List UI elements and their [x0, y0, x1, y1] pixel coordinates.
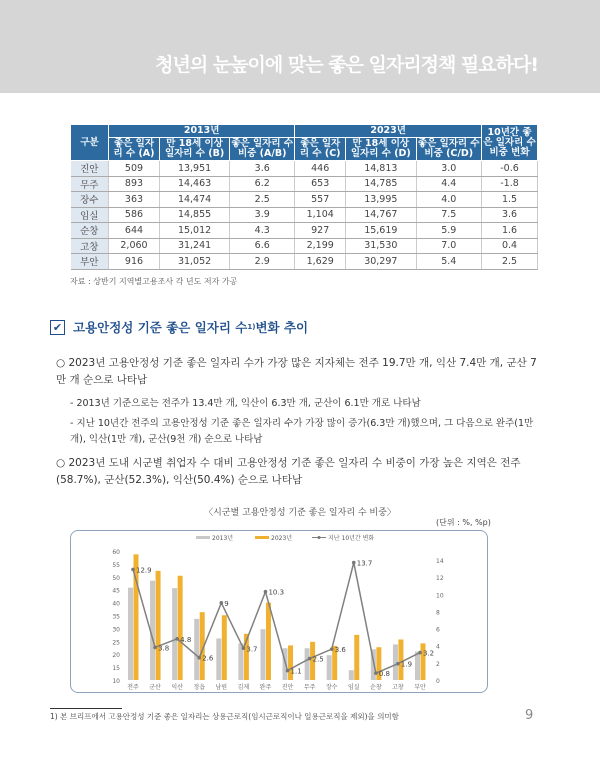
table-cell: 3.6 — [482, 207, 538, 223]
change-point — [131, 568, 135, 572]
table-cell: 14,785 — [346, 176, 416, 192]
change-point — [308, 657, 312, 661]
table-cell: 2,060 — [109, 238, 160, 254]
chart-title: 〈시군별 고용안정성 기준 좋은 일자리 수 비중〉 — [204, 508, 396, 518]
bar-2023 — [222, 615, 227, 680]
x-axis-label: 정읍 — [193, 684, 206, 691]
table-source: 자료 : 상반기 지역별고용조사 각 년도 저자 가공 — [70, 277, 238, 286]
change-data-label: 9 — [224, 599, 229, 608]
change-point — [330, 647, 334, 651]
bar-2013 — [260, 629, 265, 680]
table-cell: 14,474 — [160, 192, 230, 208]
col-sub-header: 만 18세 이상 일자리 수 (D) — [346, 138, 416, 161]
bar-2023 — [178, 576, 183, 680]
right-axis-tick: 8 — [436, 609, 440, 617]
change-data-label: 1.9 — [400, 660, 413, 669]
table-cell: 509 — [109, 161, 160, 177]
col-group-2013: 2013년 — [109, 125, 295, 138]
region-cell: 고창 — [71, 238, 109, 254]
right-axis-tick: 10 — [436, 592, 444, 600]
sub-bullet-1: - 2013년 기준으로는 전주가 13.4만 개, 익산이 6.3만 개, 군산이 6.1만 개로 나타남 — [70, 398, 421, 409]
change-data-label: 2.5 — [312, 655, 324, 664]
col-sub-header: 좋은 일자리 수 (A) — [109, 138, 160, 161]
legend-label-2013: 2013년 — [212, 535, 234, 542]
region-cell: 장수 — [71, 192, 109, 208]
col-region: 구분 — [71, 125, 109, 161]
change-data-label: 4.8 — [180, 635, 192, 644]
legend-label-change: 지난 10년간 변화 — [328, 535, 375, 542]
table-cell: 927 — [295, 223, 346, 239]
col-sub-header: 좋은 일자리 수 (C) — [295, 138, 346, 161]
bar-2013 — [194, 619, 199, 680]
legend-swatch-2023 — [255, 536, 269, 539]
right-axis-tick: 14 — [436, 558, 444, 565]
bullet-1: ○ 2023년 고용안정성 기준 좋은 일자리 수가 가장 많은 지자체는 전주 19.7만 개, 익산 7.4만 개, 군산 7만 개 순으로 나타남 — [56, 357, 537, 386]
x-axis-label: 임실 — [347, 684, 360, 691]
table-cell: 14,813 — [346, 161, 416, 177]
page-number: 9 — [525, 708, 534, 723]
bar-2023 — [266, 603, 271, 680]
table-cell: 1.5 — [482, 192, 538, 208]
left-axis-tick: 45 — [112, 587, 120, 595]
change-point — [220, 601, 224, 605]
table-cell: 3.9 — [230, 207, 295, 223]
x-axis-label: 김제 — [237, 684, 250, 691]
change-point — [242, 646, 246, 650]
table-cell: 2,199 — [295, 238, 346, 254]
table-cell: 13,951 — [160, 161, 230, 177]
region-cell: 무주 — [71, 176, 109, 192]
change-data-label: 12.9 — [136, 566, 152, 575]
change-data-label: 3.7 — [246, 645, 258, 654]
x-axis-label: 장수 — [325, 684, 338, 691]
bar-2013 — [349, 670, 354, 680]
right-axis-tick: 4 — [436, 643, 440, 651]
region-cell: 부안 — [71, 254, 109, 270]
change-data-label: 3.6 — [334, 646, 346, 655]
left-axis-tick: 55 — [112, 561, 120, 569]
change-point — [264, 590, 268, 594]
bar-2013 — [305, 648, 310, 680]
left-axis-tick: 15 — [112, 665, 120, 673]
legend-swatch-2013 — [196, 536, 210, 539]
footnote-divider — [50, 708, 122, 709]
table-cell: 644 — [109, 223, 160, 239]
left-axis-tick: 60 — [112, 549, 120, 556]
table-cell: 363 — [109, 192, 160, 208]
table-cell: 13,995 — [346, 192, 416, 208]
x-axis-label: 순창 — [370, 684, 382, 691]
region-cell: 순창 — [71, 223, 109, 239]
table-cell: 1,104 — [295, 207, 346, 223]
right-axis-tick: 12 — [436, 575, 444, 583]
legend-label-2023: 2023년 — [271, 535, 293, 542]
bar-2023 — [354, 635, 359, 680]
change-data-label: 13.7 — [356, 559, 373, 568]
bar-2013 — [128, 588, 133, 680]
change-point — [374, 671, 378, 675]
table-cell: 893 — [109, 176, 160, 192]
table-cell: 31,530 — [346, 238, 416, 254]
table-cell: 5.4 — [416, 254, 481, 270]
col-group-2023: 2023년 — [295, 125, 482, 138]
col-sub-header: 만 18세 이상 일자리 수 (B) — [160, 138, 230, 161]
x-axis-label: 전주 — [127, 684, 139, 691]
region-cell: 진안 — [71, 161, 109, 177]
change-data-label: 0.8 — [378, 670, 390, 679]
bar-2013 — [415, 652, 420, 680]
bar-2013 — [327, 655, 332, 680]
table-cell: 6.6 — [230, 238, 295, 254]
table-cell: 4.3 — [230, 223, 295, 239]
left-axis-tick: 40 — [112, 600, 120, 608]
chart-unit: (단위 : %, %p) — [436, 518, 491, 527]
change-data-label: 3.2 — [423, 649, 435, 658]
change-data-label: 2.6 — [202, 654, 214, 663]
table-cell: 586 — [109, 207, 160, 223]
x-axis-label: 부안 — [414, 684, 426, 691]
table-cell: 1.6 — [482, 223, 538, 239]
x-axis-label: 무주 — [303, 684, 316, 691]
table-cell: 4.0 — [416, 192, 481, 208]
table-cell: 2.5 — [482, 254, 538, 270]
table-cell: 15,619 — [346, 223, 416, 239]
legend-marker-change — [318, 536, 321, 539]
checkbox-icon: ✔ — [50, 320, 65, 335]
change-point — [175, 637, 179, 641]
x-axis-label: 완주 — [259, 684, 272, 691]
change-data-label: 1.1 — [290, 667, 302, 676]
table-cell: 14,767 — [346, 207, 416, 223]
table-cell: -0.6 — [482, 161, 538, 177]
table-cell: 14,855 — [160, 207, 230, 223]
sub-bullet-2: - 지난 10년간 전주의 고용안정성 기준 좋은 일자리 수가 가장 많이 증가(6.3만 개)했으며, 그 다음으로 완주(1만 개), 익산(1만 개), 군산(9천 개) 순으로 나타남 — [70, 418, 534, 445]
table-cell: 916 — [109, 254, 160, 270]
section-heading: ✔ 고용안정성 기준 좋은 일자리 수 1) 변화 추이 — [50, 318, 308, 336]
bar-2023 — [156, 571, 161, 680]
col-sub-header: 좋은 일자리 수 비중 (C/D) — [417, 138, 480, 159]
table-cell: 6.2 — [230, 176, 295, 192]
bar-2013 — [216, 638, 221, 680]
table-cell: 3.6 — [230, 161, 295, 177]
page-title: 청년의 눈높이에 맞는 좋은 일자리정책 필요하다! — [155, 54, 538, 76]
left-axis-tick: 25 — [112, 639, 120, 647]
change-point — [153, 646, 157, 650]
col-sub-header: 좋은 일자리 수 비중 (A/B) — [231, 138, 294, 159]
left-axis-tick: 20 — [112, 652, 120, 660]
x-axis-label: 고창 — [392, 684, 404, 691]
table-cell: 1,629 — [295, 254, 346, 270]
col-change: 10년간 좋은 일자리 수 비중 변화 — [482, 125, 538, 161]
table-cell: 3.0 — [416, 161, 481, 177]
change-point — [352, 561, 356, 565]
right-axis-tick: 2 — [436, 660, 440, 668]
table-cell: 2.5 — [230, 192, 295, 208]
table-cell: 0.4 — [482, 238, 538, 254]
table-cell: 14,463 — [160, 176, 230, 192]
table-cell: 31,241 — [160, 238, 230, 254]
table-cell: -1.8 — [482, 176, 538, 192]
change-point — [396, 662, 400, 666]
right-axis-tick: 6 — [436, 626, 440, 634]
left-axis-tick: 30 — [112, 626, 120, 634]
bullet-2: ○ 2023년 도내 시군별 취업자 수 대비 고용안정성 기준 좋은 일자리 수 비중이 가장 높은 지역은 전주(58.7%), 군산(52.3%), 익산(50.4%) 순으로 나타남 — [56, 457, 521, 486]
change-point — [197, 656, 201, 660]
x-axis-label: 익산 — [171, 684, 183, 691]
change-data-label: 3.8 — [158, 644, 170, 653]
table-cell: 557 — [295, 192, 346, 208]
x-axis-label: 진안 — [281, 684, 294, 691]
table-cell: 15,012 — [160, 223, 230, 239]
region-cell: 임실 — [71, 207, 109, 223]
table-cell: 653 — [295, 176, 346, 192]
right-axis-tick: 0 — [436, 678, 440, 685]
x-axis-label: 남원 — [215, 684, 228, 691]
table-cell: 446 — [295, 161, 346, 177]
change-point — [286, 669, 290, 673]
table-cell: 4.4 — [416, 176, 481, 192]
table-cell: 2.9 — [230, 254, 295, 270]
change-data-label: 10.3 — [268, 588, 285, 597]
table-cell: 30,297 — [346, 254, 416, 270]
left-axis-tick: 10 — [112, 678, 120, 685]
table-cell: 5.9 — [416, 223, 481, 239]
table-cell: 31,052 — [160, 254, 230, 270]
footnote: 1) 본 브리프에서 고용안정성 기준 좋은 일자리는 상용근로직(임시근로직이나 일용근로직을 제외)을 의미함 — [50, 712, 399, 721]
table-cell: 7.5 — [416, 207, 481, 223]
table-cell: 7.0 — [416, 238, 481, 254]
left-axis-tick: 50 — [112, 574, 120, 582]
change-point — [418, 651, 422, 655]
bar-2013 — [172, 588, 177, 680]
left-axis-tick: 35 — [112, 613, 120, 621]
x-axis-label: 군산 — [149, 684, 161, 691]
